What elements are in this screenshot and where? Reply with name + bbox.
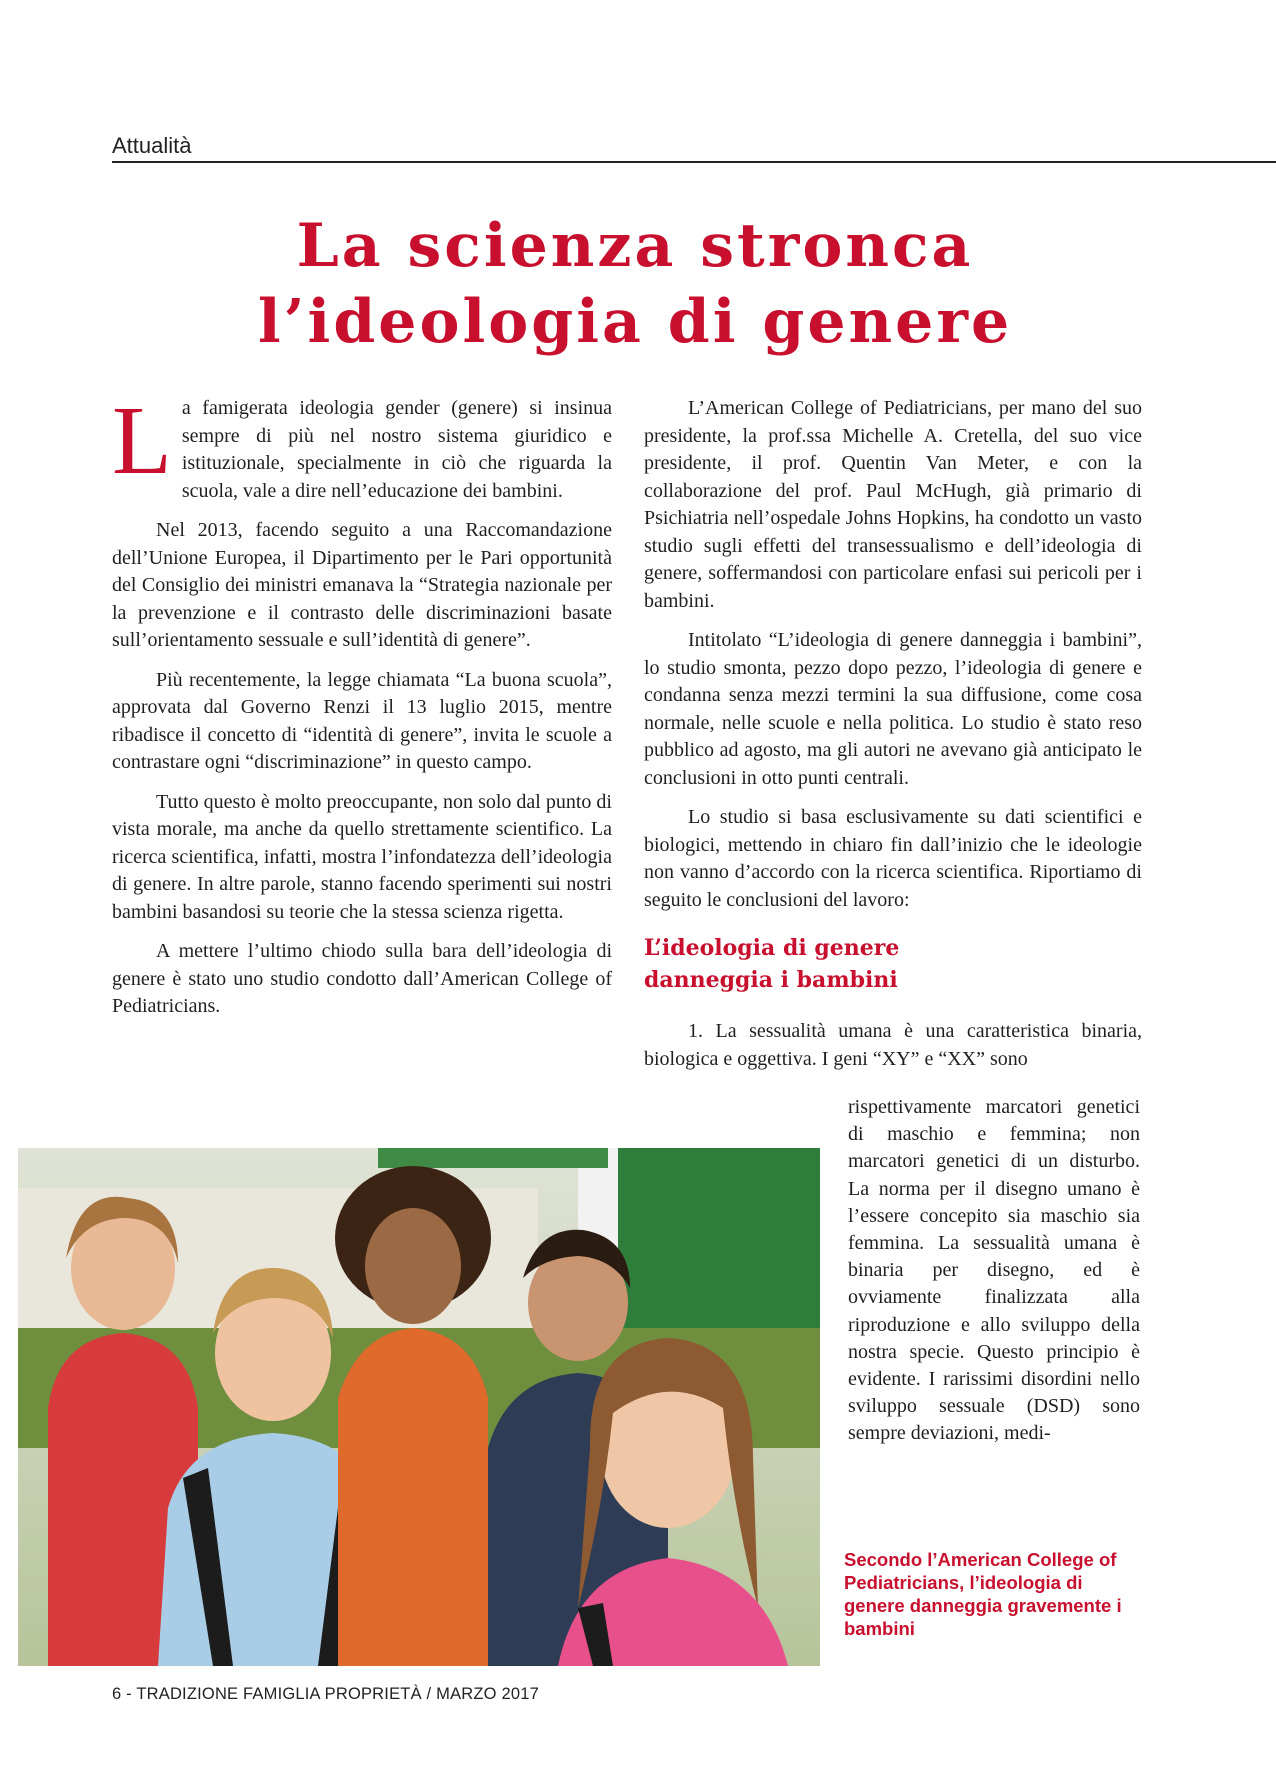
- children-photo: [18, 1148, 820, 1666]
- article-title: [120, 208, 1150, 360]
- paragraph-2: Nel 2013, facendo seguito a una Raccomandazione dell’Unione Europea, il Dipartimento per le Pari opportunità del Consiglio dei ministri emanava la “Strategia nazionale per la prevenzione e il contrasto delle discriminazioni basate sull’orientamento sessuale e sull’identità di genere”.: [112, 519, 612, 651]
- photo-caption: Secondo l’American College of Pediatricians, l’ideologia di genere danneggia gravemente i bambini: [844, 1549, 1122, 1639]
- title-line-2: l’ideologia di genere: [257, 287, 1013, 357]
- children-photo-illustration: [18, 1148, 820, 1666]
- paragraph-7: Intitolato “L’ideologia di genere danneggia i bambini”, lo studio smonta, pezzo dopo pezzo, l’ideologia di genere e condanna senza mezzi termini la sua diffusione, come cosa normale, nelle scuole e nella politica. Lo studio è stato reso pubblico ad agosto, ma gli autori ne avevano già anticipato le conclusioni in otto punti centrali.: [644, 629, 1142, 789]
- section-rule: [112, 161, 1276, 163]
- paragraph-8: Lo studio si basa esclusivamente su dati scientifici e biologici, mettendo in chiaro fin dall’inizio che le ideologie non vanno d’accordo con la ricerca scientifica. Riportiamo di seguito le conclusioni del lavoro:: [644, 806, 1142, 911]
- subheading: [644, 932, 1142, 996]
- paragraph-1-text: a famigerata ideologia gender (genere) si insinua sempre di più nel nostro sistema giuridico e istituzionale, specialmente in ciò che riguarda la scuola, vale a dire nell’educazione dei bambini.: [181, 397, 612, 502]
- subheading-line-2: danneggia i bambini: [644, 967, 898, 993]
- paragraph-5: A mettere l’ultimo chiodo sulla bara dell’ideologia di genere è stato uno studio condotto dall’American College of Pediatricians.: [112, 940, 612, 1017]
- point-1-continued: rispettivamente marcatori genetici di maschio e femmina; non marcatori genetici di un disturbo. La norma per il disegno umano è l’essere concepito sia maschio sia femmina. La sessualità umana è binaria per disegno, ed è ovviamente finalizzata alla riproduzione e allo sviluppo della nostra specie. Questo principio è evidente. I rarissimi disordini nello sviluppo sessuale (DSD) sono sempre deviazioni, medi-: [848, 1096, 1140, 1445]
- paragraph-1: [112, 387, 612, 505]
- page-footer: 6 - TRADIZIONE FAMIGLIA PROPRIETÀ / MARZO 2017: [112, 1685, 539, 1703]
- point-1-start: 1. La sessualità umana è una caratteristica binaria, biologica e oggettiva. I geni “XY” e “XX” sono: [644, 1020, 1142, 1070]
- section-label: Attualità: [112, 133, 192, 158]
- paragraph-4: Tutto questo è molto preoccupante, non solo dal punto di vista morale, ma anche da quello strettamente scientifico. La ricerca scientifica, infatti, mostra l’infondatezza dell’ideologia di genere. In altre parole, stanno facendo sperimenti sui nostri bambini basandosi su teorie che la stessa scienza rigetta.: [112, 790, 612, 923]
- drop-cap: L: [112, 387, 172, 495]
- right-column: [644, 395, 1142, 1085]
- paragraph-3: Più recentemente, la legge chiamata “La buona scuola”, approvata dal Governo Renzi il 13 luglio 2015, mentre ribadisce il concetto di “identità di genere”, invita le scuole a contrastare ogni “discriminazione” in questo campo.: [112, 668, 612, 773]
- paragraph-6: L’American College of Pediatricians, per mano del suo presidente, la prof.ssa Michelle A. Cretella, del suo vice presidente, il prof. Quentin Van Meter, e con la collaborazione del prof. Paul McHugh, già primario di Psichiatria nell’ospedale Johns Hopkins, ha condotto un vasto studio sugli effetti del transessualismo e dell’ideologia di genere, soffermandosi con particolare enfasi sui pericoli per i bambini.: [644, 397, 1142, 612]
- title-line-1: La scienza stronca: [296, 211, 974, 281]
- subheading-line-1: L’ideologia di genere: [644, 935, 900, 961]
- left-column: [112, 387, 612, 1033]
